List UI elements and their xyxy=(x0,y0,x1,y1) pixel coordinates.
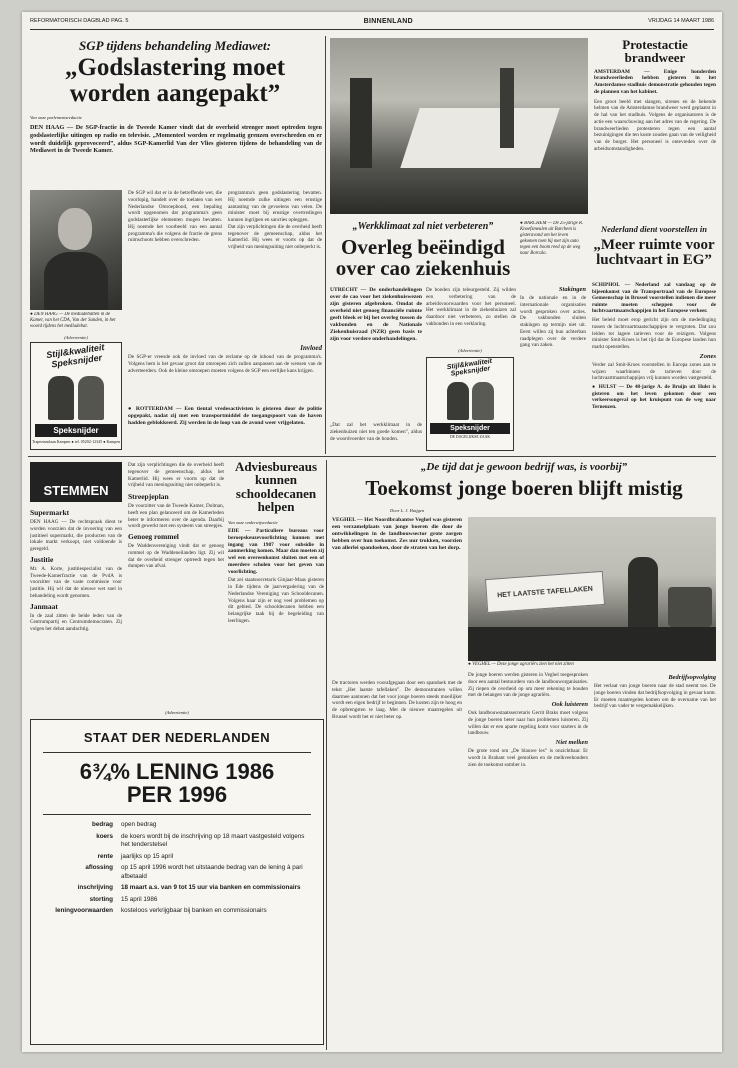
ad1-address: Trapeziumlaan Kampen ● tel. 05202-12345 ● Kampen xyxy=(31,439,121,444)
toekomst-body2: De jonge boeren werden gisteren in Veghel toegesproken door een aantal bestuurders van de landbouworganisaties. Zij riepen de overheid op om meer rekening te houden met de belangen van de jonge agrariërs. xyxy=(468,672,588,699)
stemmen-janmaat: In de zaal zitten de beide leden van de Centrumpartij en Centrumdemocraten. Zij volgen het debat aandachtig. xyxy=(30,612,122,632)
ad1-slogan: Stijl&kwaliteit Speksnijder xyxy=(45,342,105,370)
sgp-photo-politician xyxy=(30,190,122,310)
staat-row-key: inschrijving xyxy=(77,884,113,892)
staat-row-value: op 15 april 1996 wordt het uitstaande bedrag van de lening à pari afbetaald xyxy=(121,864,303,880)
toekomst-col2 xyxy=(468,672,588,1048)
staat-label: (Advertentie) xyxy=(165,710,189,715)
ad2-brand: Speksnijder xyxy=(430,423,510,434)
stemmen-justitie: Mr. A. Korte, justitiespecialist van de Tweede-Kamerfractie van de PvdA is voorzitter van de vaste commissie voor justitie. Hij wil dat de nieuwe wet snel in behandeling wordt genomen. xyxy=(30,565,122,599)
column-rule xyxy=(325,36,326,454)
ad2-slogan: Stijl&kwaliteit Speksnijder xyxy=(446,357,493,378)
protest-article xyxy=(594,38,716,216)
sgp-kicker: SGP tijdens behandeling Mediawet: xyxy=(79,38,271,53)
stemmen-streepjeplan-title: Streepjeplan xyxy=(128,492,169,501)
section-rule xyxy=(28,456,716,457)
luchtvaart-headline: „Meer ruimte voor luchtvaart in EG” xyxy=(593,237,715,269)
protest-banner-text: HET LAATSTE TAFELLAKEN xyxy=(496,585,594,599)
sgp-body2: programma's geen godslastering bevatten. Hij noemde zulke uitingen een ernstige aantasting van de gevoelens van velen. De minister moet bij ernstige overtredingen kunnen ingrijpen en sancties opleggen. xyxy=(228,190,322,223)
staat-advertisement xyxy=(30,719,324,1045)
stemmen-rommel: De Waddenvereniging vindt dat er genoeg rommel op de Waddeneilanden ligt. Zij wil dat de overheid strenger optreedt tegen het dumpen van afval. xyxy=(128,543,224,570)
farmer-figure xyxy=(628,557,658,627)
sgp-body1: De SGP wil dat er in de betreffende wet, die voorlopig, handelt over de toelaten van wet Nederlandse Omroepbond, een bepaling wordt opgenomen dat programma's geen godslasterlijke elementen mogen bevatten. Hij noemde het voorbeeld van een aantal programma's die volgens de fractie de grens ruimschoots hebben overschreden. xyxy=(128,190,222,244)
luchtvaart-kicker: Nederland dient voorstellen in xyxy=(600,224,707,234)
stemmen-janmaat-title: Janmaat xyxy=(30,601,58,611)
staat-row xyxy=(43,884,311,893)
ad2-label: (Advertentie) xyxy=(458,348,482,353)
sgp-headline: „Godslastering moet worden aangepakt” xyxy=(64,54,286,107)
staat-row-key: rente xyxy=(97,852,113,860)
sgp-body3: Dat zijn verplichtingen die de overheid heeft tegenover de gemeenschap, aldus het Kamerlid. Hij wees er voorts op dat de vrijheid van meningsuiting niet onbeperkt is. xyxy=(228,223,322,250)
ground-shape xyxy=(468,627,716,661)
stemmen-col2 xyxy=(128,462,224,706)
sgp-photo-caption: ● DEN HAAG — De mediadebatten in de Kamer, van het CDA, Van der Sanden, in het woord tijdens het mediadebat. xyxy=(30,312,116,329)
advies-byline: Van onze onderwijsredactie xyxy=(228,520,278,525)
model-figure-4 xyxy=(472,382,494,420)
stemmen-logo xyxy=(30,462,122,502)
stemmen-rommel-title: Genoeg rommel xyxy=(128,532,179,541)
advies-lead: EDE — Particuliere bureaus voor beroepskeuzevoorlichting kunnen met ingang van 1987 voor subsidie in aanmerking komen. Maar dan moeten zij wel een overeenkomst sluiten met een of meerdere scholen voor het geven van voorlichting. xyxy=(228,528,324,575)
staat-divider-2 xyxy=(43,814,311,815)
stemmen-supermarkt: DEN HAAG — De rechtspraak dient te worden voorzien dat de invoering van een justitieel supermarkt, die producten van de lokale markt verkoopt, niet voldoende is geregeld. xyxy=(30,519,122,552)
toekomst-photo-caption: ● VEGHEL — Deze jonge agrariërs zien het niet zitten xyxy=(468,662,574,667)
stemmen-intro: Dat zijn verplichtingen die de overheid heeft tegenover de gemeenschap, aldus het Kamerlid. Hij wees er voorts op dat de vrijheid van meningsuiting niet onbeperkt is. xyxy=(128,462,224,489)
ad1-models xyxy=(31,376,121,420)
ad2-speksnijder xyxy=(426,357,514,451)
staat-row xyxy=(43,833,311,850)
staat-conditions-table xyxy=(43,821,311,916)
sgp-rotterdam: ● ROTTERDAM — Een tiental vredesactivisten is gisteren door de politie opgepakt, nadat zij met een transportmiddel de toegangspoort van de haven hadden geblokkeerd. Zij werden in de loop van de avond weer vrijgelaten. xyxy=(128,406,322,426)
stemmen-supermarkt-title: Supermarkt xyxy=(30,508,70,517)
toekomst-headline: Toekomst jonge boeren blijft mistig xyxy=(365,476,683,500)
staat-row-key: aflossing xyxy=(85,864,113,872)
staat-row-key: koers xyxy=(96,832,113,840)
cao-subhead-stakingen: Stakingen xyxy=(558,286,586,293)
sgp-invloed: De SGP-er vreesde ook de invloed van de reclame op de inhoud van de programma's. Volgens hem is het gevaar groot dat omroepen zich zullen aanpassen aan de wensen van de adverteerders. Ook de kleine omroepen moeten volgens de SGP een eerlijke kans krijgen. xyxy=(128,354,322,374)
cao-body2: „Dat zal het werkklimaat in de ziekenhuizen niet ten goede komen”, aldus de woordvoerder van de bonden. xyxy=(330,422,422,442)
model-figure-3 xyxy=(447,382,469,420)
cao-col3 xyxy=(520,284,586,452)
sgp-lead: DEN HAAG — De SGP-fractie in de Tweede Kamer vindt dat de overheid strenger moet optreden tegen godslasterlijke uitingen op radio en televisie. „Momenteel worden er regelmatig grenzen overschreden en er wordt duidelijk geprovoceerd”, aldus SGP-Kamerlid Van der Vlies gisteren tijdens de behandeling van de Mediawet in de Tweede Kamer. xyxy=(30,124,322,155)
staat-row xyxy=(43,864,311,881)
ad2-brand-sub: DE DAGELIJKSE ZAAK xyxy=(449,435,491,439)
staat-row xyxy=(43,907,311,916)
header-section: BINNENLAND xyxy=(363,18,413,25)
toekomst-subhead-bedrijf: Bedrijfsopvolging xyxy=(668,674,716,681)
luchtvaart-body: Het beleid moet erop gericht zijn om de mededinging tussen de luchtvaartmaatschappijen te vergroten. Dat zou leiden tot lagere tarieven voor de reizigers. Volgens minister Smit-Kroes is het tijd dat de Europese landen hun markt openstellen. xyxy=(592,317,716,351)
advies-body: Dat zei staatssecretaris Ginjaar-Maas gisteren in Ede tijdens de jaarvergadering van de Nederlandse Vereniging van Schooldecanen. Volgens haar zijn er nog veel problemen op dit gebied. De schooldecanen hebben een belangrijke taak bij de begeleiding van leerlingen. xyxy=(228,577,324,624)
sgp-byline: Van onze parlementsredactie xyxy=(30,115,82,120)
staat-big2: PER 1996 xyxy=(126,782,228,808)
sgp-body-col2 xyxy=(228,190,322,340)
sgp-subhead-invloed: Invloed xyxy=(300,344,322,352)
header-date: VRIJDAG 14 MAART 1986 xyxy=(648,18,714,24)
toekomst-subhead-melken: Niet melken xyxy=(555,739,588,746)
staat-big1: 6¾% LENING 1986 xyxy=(79,759,275,784)
tractor-shape xyxy=(668,587,712,627)
tree-trunk-shape-2 xyxy=(500,68,514,148)
staat-row-value: de koers wordt bij de inschrijving op 18 maart vastgesteld volgens het tenderstelsel xyxy=(121,832,305,849)
staat-divider xyxy=(43,752,311,753)
column-rule-2 xyxy=(326,460,327,1050)
staat-row-value: 15 april 1986 xyxy=(121,895,158,903)
protest-banner xyxy=(485,571,605,613)
body-shape xyxy=(44,252,108,310)
toekomst-col3 xyxy=(594,672,716,1048)
cao-body3: In de nationale en in de internationale organisaties wordt gesproken over acties. De vakbonden sluiten stakingen op termijn niet uit. Eerst willen zij hun achterban raadplegen over de verdere gang van zaken. xyxy=(520,295,586,349)
staat-row-key: storting xyxy=(89,895,113,903)
stemmen-logo-text: STEMMEN xyxy=(43,483,109,498)
ad2-models xyxy=(427,382,513,420)
face-shape xyxy=(58,208,92,250)
staat-row xyxy=(43,853,311,862)
staat-row xyxy=(43,821,311,830)
toekomst-body4: De grote rond om „De blauwe les” is onzichtbaar. Er wordt in Brabant veel gemolken en de melkveehouders zien de toekomst somber in. xyxy=(468,748,588,768)
staat-row-key: leningvoorwaarden xyxy=(55,907,113,915)
staat-row xyxy=(43,896,311,905)
protest-body: Een groot beeld met slangen, sirenes en de bekende helmen van de Amsterdamse brandweer werd geplaatst in de hal van het stadhuis. Volgens de organisatoren is de actie een waarschuwing aan het adres van de regering. De brandweerlieden protesteren tegen een aantal bezuinigingen die ten koste zouden gaan van de veiligheid van de burger. Het personeel is ontevreden over de arbeidsomstandigheden. xyxy=(594,98,716,152)
barchem-caption: ● BARCHEM — De 25-jarige R. Knoefsmeulen uit Barchem is gisteravond om het leven gekomen toen hij met zijn auto tegen een boom reed op de weg naar Borculo. xyxy=(520,221,584,256)
model-figure-2 xyxy=(78,376,104,420)
luchtvaart-lead: SCHIPHOL — Nederland zal vandaag op de bijeenkomst van de Transportraad van de Europese Gemeenschap in Brussel voorstellen indienen die meer ruimte moeten scheppen voor de luchtvaartmaatschappijen in het Europese verkeer. xyxy=(592,282,716,315)
cao-kicker: „Werkklimaat zal niet verbeteren” xyxy=(352,221,494,232)
cao-body1: De bonden zijn teleurgesteld. Zij wilden een verbetering van de arbeidsvoorwaarden voor het personeel. Het werkklimaat in de ziekenhuizen zal daardoor niet verbeteren, zo stellen de vakbonden in een verklaring. xyxy=(426,287,516,327)
toekomst-photo-tractors xyxy=(468,517,716,661)
toekomst-byline: Door L. J. Huijgen xyxy=(390,508,425,513)
header-left: REFORMATORISCH DAGBLAD PAG. 5 xyxy=(30,18,129,24)
luchtvaart-subhead-zones: Zones xyxy=(699,352,716,360)
page-header xyxy=(30,18,714,30)
toekomst-subhead-luisteren: Ook luisteren xyxy=(551,701,588,708)
advies-body-block xyxy=(228,528,324,706)
advies-headline: Adviesbureaus kunnen schooldecanen helpen xyxy=(234,459,318,514)
protest-headline: Protestactie brandweer xyxy=(622,38,688,66)
stemmen-justitie-title: Justitie xyxy=(30,554,54,564)
ad1-brand: Speksnijder xyxy=(35,424,117,437)
toekomst-lead: VEGHEL — Het Noordbrabantse Veghel was gisteren een verzamelplaats van jonge boeren die door de ontwikkelingen in de landbouwsector grote zorgen hebben over hun toekomst. Zes uur trokken, voorzien van allerlei spandoeken, door de straten van het dorp. xyxy=(332,517,462,551)
staat-row-value: jaarlijks op 15 april xyxy=(121,852,174,860)
staat-title: STAAT DER NEDERLANDEN xyxy=(83,730,271,745)
cao-lead: UTRECHT — De onderhandelingen over de cao voor het ziekenhuiswezen zijn gisteren afgebroken. Omdat de overheid niet genoeg financiële ruimte geeft bleek er bij het overleg tussen de vakbonden en de Nationale Ziekenhuisraad (NZR) geen basis te zijn voor verdere onderhandelingen. xyxy=(330,287,422,342)
toekomst-body1: De tractoren werden voorafgegaan door een spandoek met de tekst „Het laatste tafellaken”. De demonstranten willen daarmee aantonen dat het voor jonge boeren steeds moeilijker wordt een eigen bedrijf te beginnen. De kosten zijn te hoog en de opbrengsten te laag. Met de nieuwe maatregelen uit Brussel wordt het er niet beter op. xyxy=(332,680,462,720)
model-figure-1 xyxy=(48,376,74,420)
ad1-label: (Advertentie) xyxy=(64,335,88,340)
staat-row-value: open bedrag xyxy=(121,821,157,829)
staat-row-value: kosteloos verkrijgbaar bij banken en commissionairs xyxy=(121,907,267,915)
banner-sheet xyxy=(400,108,559,168)
toekomst-body3: Ook landbouwstaatssecretaris Gerrit Braks moet volgens de jonge boeren beter naar hun problemen luisteren. Zij willen dat er een aparte regeling komt voor starters in de landbouw. xyxy=(468,710,588,737)
toekomst-col1 xyxy=(332,680,462,1048)
newspaper-page xyxy=(22,12,722,1052)
sgp-body-col1 xyxy=(128,190,222,340)
toekomst-body5: Het verlaat van jonge boeren naar de stad neemt toe. De jonge boeren vinden dat bedrijfsopvolging in gevaar komt. Er moeten maatregelen komen om de overname van het bedrijf van vader te vergemakkelijken. xyxy=(594,683,716,710)
staat-row-key: bedrag xyxy=(92,821,113,829)
tree-trunk-shape xyxy=(350,78,372,168)
ad1-speksnijder xyxy=(30,342,122,450)
luchtvaart-body-block xyxy=(592,282,716,454)
luchtvaart-body2: Verder zal Smit-Kroes voorstellen in Europa zones aan te wijzen waarbinnen de tarieven door de luchtvaartmaatschappijen vrij kunnen worden vastgesteld. xyxy=(592,361,716,382)
staat-row-value: 18 maart a.s. van 9 tot 15 uur via banken en commissionairs xyxy=(121,884,301,892)
protest-lead: AMSTERDAM — Enige honderden brandweerlieden hebben gisteren in het Amsterdamse stadhuis demonstratie gehouden tegen de plannen van het kabinet. xyxy=(594,68,716,95)
cao-headline: Overleg beëindigd over cao ziekenhuis xyxy=(335,235,511,281)
stemmen-col1 xyxy=(30,506,122,706)
brandweer-photo xyxy=(330,38,588,214)
stemmen-streepjeplan: De voorzitter van de Tweede Kamer, Dolman, heeft een plan gelanceerd om de Kamerleden beter te informeren over de agenda. Daarbij wordt gewerkt met een systeem van streepjes. xyxy=(128,503,224,530)
luchtvaart-hulst: ● HULST — De 48-jarige A. de Bruijn uit Hulst is gisteren om het leven gekomen door een verkeersongeval op het kruispunt van de weg naar Terneuzen. xyxy=(592,384,716,410)
toekomst-kicker: „De tijd dat je gewoon bedrijf was, is voorbij” xyxy=(420,461,628,473)
